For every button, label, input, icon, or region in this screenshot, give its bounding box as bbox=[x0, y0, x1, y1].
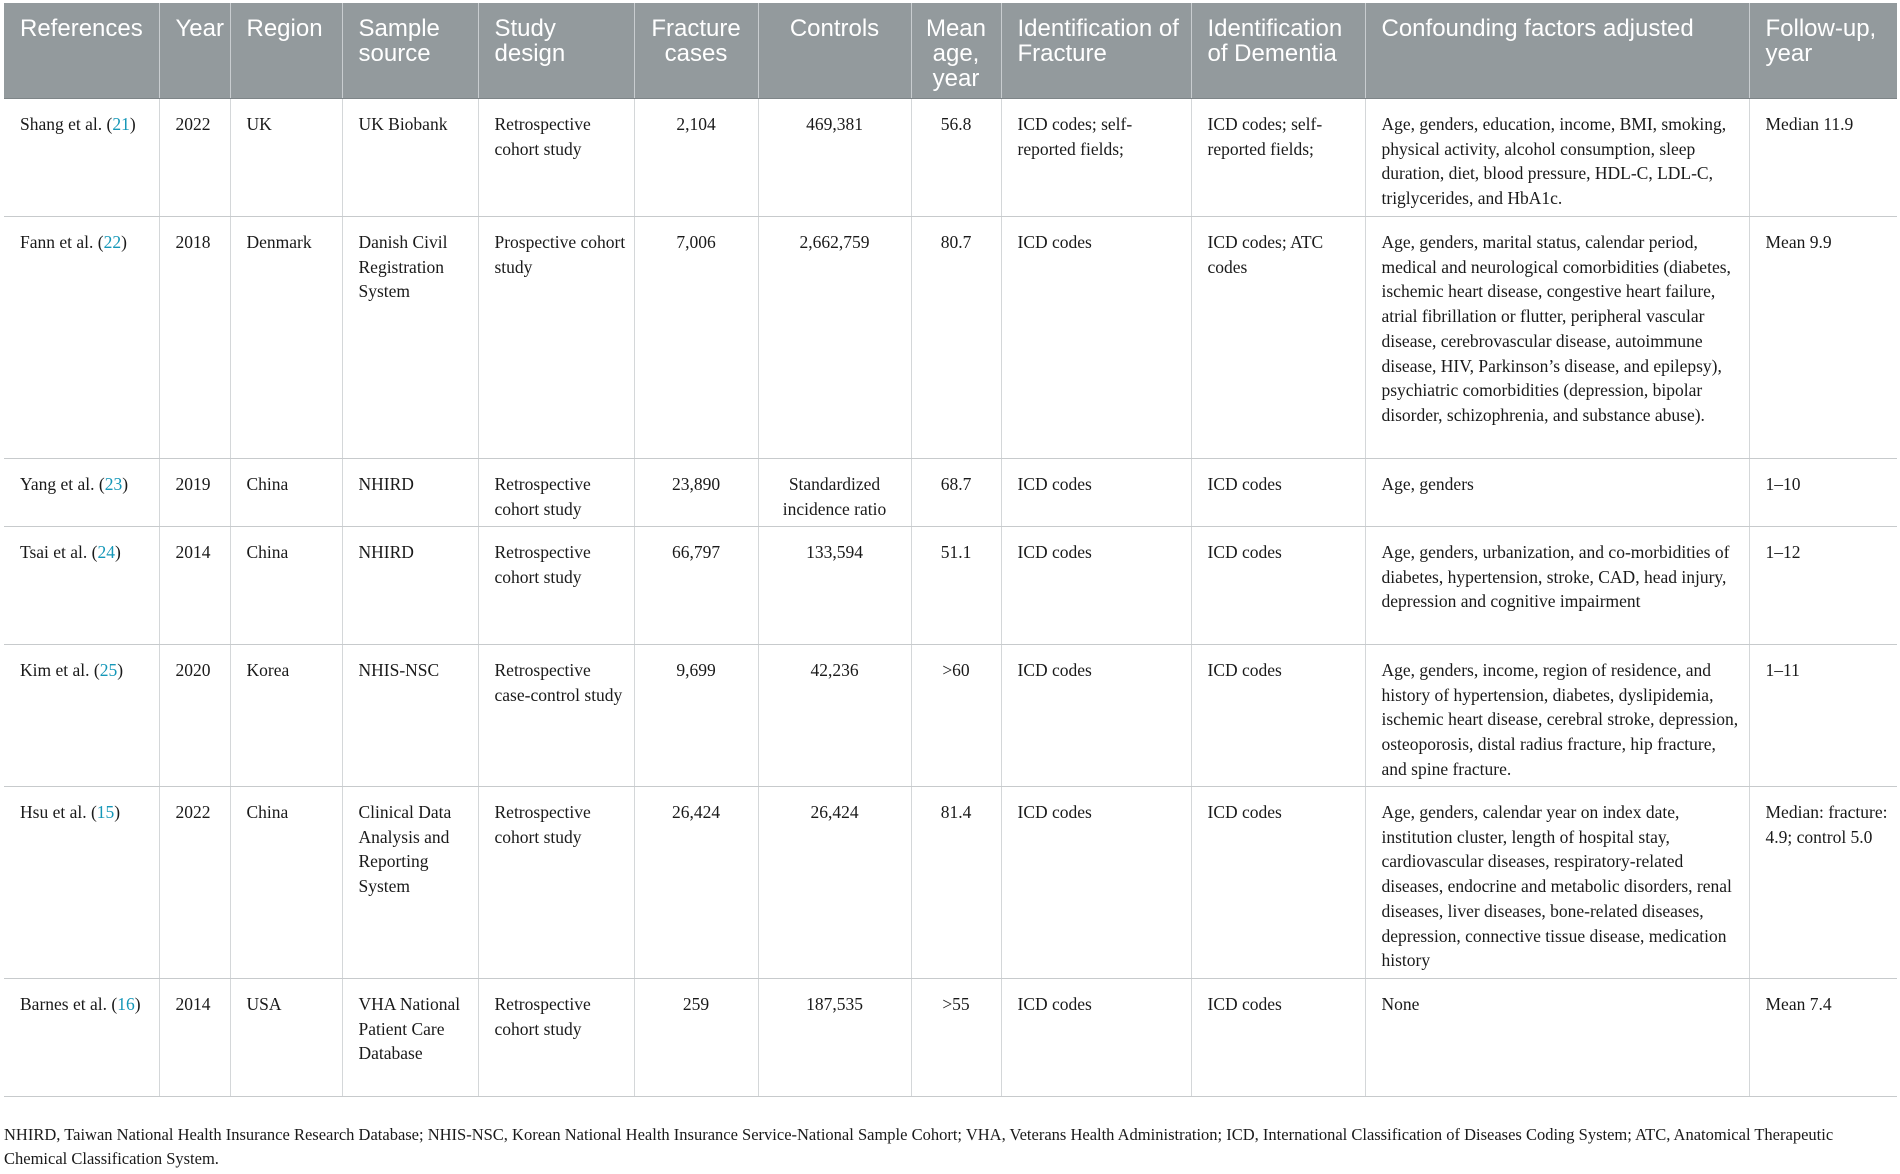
table-row bbox=[4, 217, 1897, 459]
cell-sample-source: UK Biobank bbox=[342, 99, 478, 217]
reference-author: Hsu et al. ( bbox=[20, 802, 97, 822]
table-header-row bbox=[4, 3, 1897, 99]
reference-author: Shang et al. ( bbox=[20, 114, 113, 134]
cell-identification-dementia: ICD codes bbox=[1191, 979, 1365, 1097]
cell-year: 2018 bbox=[159, 217, 230, 459]
reference-link[interactable]: 22 bbox=[103, 232, 122, 252]
reference-link[interactable]: 24 bbox=[97, 542, 115, 562]
header-confounding-factors: Confounding factors adjusted bbox=[1365, 3, 1749, 99]
header-identification-dementia: Identification of Dementia bbox=[1191, 3, 1365, 99]
reference-close: ) bbox=[134, 994, 141, 1014]
cell-study-design: Retrospective cohort study bbox=[478, 99, 634, 217]
cell-identification-fracture: ICD codes bbox=[1001, 645, 1191, 787]
cell-year: 2022 bbox=[159, 787, 230, 979]
cell-study-design: Retrospective cohort study bbox=[478, 527, 634, 645]
header-year: Year bbox=[159, 3, 230, 99]
reference-link[interactable]: 15 bbox=[96, 802, 115, 822]
reference-close: ) bbox=[122, 474, 129, 494]
reference-link[interactable]: 21 bbox=[112, 114, 130, 134]
header-study-design: Study design bbox=[478, 3, 634, 99]
cell-year: 2014 bbox=[159, 979, 230, 1097]
cell-confounding-factors: Age, genders, marital status, calendar period, medical and neurological comorbidities (diabetes, ischemic heart disease, congestive heart failure, atrial fibrillation or flutter, peripheral vascular disease, cerebrovascular disease, autoimmune disease, HIV, Parkinson’s disease, and epilepsy), psychiatric comorbidities (depression, bipolar disorder, schizophrenia, and substance abuse). bbox=[1365, 217, 1749, 459]
cell-identification-fracture: ICD codes bbox=[1001, 787, 1191, 979]
cell-reference bbox=[4, 459, 159, 527]
cell-mean-age: 56.8 bbox=[911, 99, 1001, 217]
cell-year: 2019 bbox=[159, 459, 230, 527]
reference-close: ) bbox=[121, 232, 127, 252]
study-characteristics-table bbox=[4, 3, 1897, 1097]
cell-controls: 42,236 bbox=[758, 645, 911, 787]
cell-study-design: Prospective cohort study bbox=[478, 217, 634, 459]
reference-author: Kim et al. ( bbox=[20, 660, 100, 680]
header-follow-up: Follow-up, year bbox=[1749, 3, 1897, 99]
cell-identification-dementia: ICD codes bbox=[1191, 527, 1365, 645]
reference-close: ) bbox=[114, 802, 121, 822]
table-footnote: NHIRD, Taiwan National Health Insurance Research Database; NHIS-NSC, Korean National Health Insurance Service-National Sample Cohort; VHA, Veterans Health Administration; ICD, International Classification of Diseases Coding System; ATC, Anatomical Therapeutic Chemical Classification System. bbox=[4, 1125, 1834, 1168]
cell-study-design: Retrospective cohort study bbox=[478, 459, 634, 527]
cell-fracture-cases: 259 bbox=[634, 979, 758, 1097]
cell-follow-up: Mean 9.9 bbox=[1749, 217, 1897, 459]
header-region: Region bbox=[230, 3, 342, 99]
cell-confounding-factors: Age, genders bbox=[1365, 459, 1749, 527]
cell-follow-up: 1–10 bbox=[1749, 459, 1897, 527]
cell-reference bbox=[4, 645, 159, 787]
cell-sample-source: NHIRD bbox=[342, 459, 478, 527]
cell-identification-dementia: ICD codes bbox=[1191, 787, 1365, 979]
cell-confounding-factors: None bbox=[1365, 979, 1749, 1097]
cell-confounding-factors: Age, genders, urbanization, and co-morbidities of diabetes, hypertension, stroke, CAD, head injury, depression and cognitive impairment bbox=[1365, 527, 1749, 645]
cell-region: UK bbox=[230, 99, 342, 217]
cell-identification-fracture: ICD codes bbox=[1001, 459, 1191, 527]
cell-follow-up: Median: fracture: 4.9; control 5.0 bbox=[1749, 787, 1897, 979]
cell-region: USA bbox=[230, 979, 342, 1097]
table-row bbox=[4, 979, 1897, 1097]
cell-follow-up: 1–11 bbox=[1749, 645, 1897, 787]
cell-follow-up: Median 11.9 bbox=[1749, 99, 1897, 217]
cell-reference bbox=[4, 527, 159, 645]
cell-identification-fracture: ICD codes; self-reported fields; bbox=[1001, 99, 1191, 217]
table-row bbox=[4, 645, 1897, 787]
header-sample-source: Sample source bbox=[342, 3, 478, 99]
cell-controls: Standardized incidence ratio bbox=[758, 459, 911, 527]
reference-author: Fann et al. ( bbox=[20, 232, 104, 252]
cell-mean-age: 81.4 bbox=[911, 787, 1001, 979]
cell-fracture-cases: 66,797 bbox=[634, 527, 758, 645]
cell-sample-source: Clinical Data Analysis and Reporting System bbox=[342, 787, 478, 979]
reference-close: ) bbox=[115, 542, 121, 562]
cell-region: China bbox=[230, 527, 342, 645]
cell-confounding-factors: Age, genders, income, region of residence, and history of hypertension, diabetes, dyslipidemia, ischemic heart disease, cerebral stroke, depression, osteoporosis, distal radius fracture, hip fracture, and spine fracture. bbox=[1365, 645, 1749, 787]
cell-confounding-factors: Age, genders, calendar year on index date, institution cluster, length of hospital stay, cardiovascular diseases, respiratory-related diseases, endocrine and metabolic disorders, renal diseases, liver diseases, bone-related diseases, depression, connective tissue disease, medication history bbox=[1365, 787, 1749, 979]
cell-fracture-cases: 26,424 bbox=[634, 787, 758, 979]
cell-mean-age: 68.7 bbox=[911, 459, 1001, 527]
table-row bbox=[4, 459, 1897, 527]
cell-identification-dementia: ICD codes; self-reported fields; bbox=[1191, 99, 1365, 217]
cell-controls: 26,424 bbox=[758, 787, 911, 979]
cell-mean-age: >55 bbox=[911, 979, 1001, 1097]
reference-link[interactable]: 25 bbox=[99, 660, 118, 680]
cell-reference bbox=[4, 217, 159, 459]
cell-controls: 469,381 bbox=[758, 99, 911, 217]
cell-mean-age: 51.1 bbox=[911, 527, 1001, 645]
cell-controls: 2,662,759 bbox=[758, 217, 911, 459]
reference-close: ) bbox=[129, 114, 136, 134]
cell-follow-up: Mean 7.4 bbox=[1749, 979, 1897, 1097]
cell-reference bbox=[4, 979, 159, 1097]
reference-link[interactable]: 16 bbox=[117, 994, 135, 1014]
cell-controls: 187,535 bbox=[758, 979, 911, 1097]
cell-fracture-cases: 7,006 bbox=[634, 217, 758, 459]
cell-fracture-cases: 9,699 bbox=[634, 645, 758, 787]
cell-sample-source: NHIS-NSC bbox=[342, 645, 478, 787]
table-row bbox=[4, 527, 1897, 645]
cell-identification-fracture: ICD codes bbox=[1001, 527, 1191, 645]
reference-author: Tsai et al. ( bbox=[20, 542, 98, 562]
cell-year: 2014 bbox=[159, 527, 230, 645]
cell-study-design: Retrospective cohort study bbox=[478, 787, 634, 979]
reference-author: Barnes et al. ( bbox=[20, 994, 118, 1014]
cell-identification-dementia: ICD codes bbox=[1191, 645, 1365, 787]
cell-sample-source: Danish Civil Registration System bbox=[342, 217, 478, 459]
table-row bbox=[4, 99, 1897, 217]
reference-author: Yang et al. ( bbox=[20, 474, 105, 494]
header-controls: Controls bbox=[758, 3, 911, 99]
cell-mean-age: 80.7 bbox=[911, 217, 1001, 459]
cell-reference bbox=[4, 787, 159, 979]
cell-reference bbox=[4, 99, 159, 217]
cell-study-design: Retrospective case-control study bbox=[478, 645, 634, 787]
cell-year: 2022 bbox=[159, 99, 230, 217]
cell-identification-dementia: ICD codes bbox=[1191, 459, 1365, 527]
cell-follow-up: 1–12 bbox=[1749, 527, 1897, 645]
cell-year: 2020 bbox=[159, 645, 230, 787]
header-mean-age: Mean age, year bbox=[911, 3, 1001, 99]
cell-identification-fracture: ICD codes bbox=[1001, 217, 1191, 459]
cell-fracture-cases: 23,890 bbox=[634, 459, 758, 527]
cell-confounding-factors: Age, genders, education, income, BMI, smoking, physical activity, alcohol consumption, sleep duration, diet, blood pressure, HDL-C, LDL-C, triglycerides, and HbA1c. bbox=[1365, 99, 1749, 217]
cell-region: Korea bbox=[230, 645, 342, 787]
header-references: References bbox=[4, 3, 159, 99]
cell-study-design: Retrospective cohort study bbox=[478, 979, 634, 1097]
cell-identification-fracture: ICD codes bbox=[1001, 979, 1191, 1097]
reference-link[interactable]: 23 bbox=[104, 474, 123, 494]
header-fracture-cases: Fracture cases bbox=[634, 3, 758, 99]
cell-sample-source: VHA National Patient Care Database bbox=[342, 979, 478, 1097]
cell-controls: 133,594 bbox=[758, 527, 911, 645]
table-row bbox=[4, 787, 1897, 979]
cell-region: China bbox=[230, 787, 342, 979]
cell-mean-age: >60 bbox=[911, 645, 1001, 787]
cell-identification-dementia: ICD codes; ATC codes bbox=[1191, 217, 1365, 459]
cell-sample-source: NHIRD bbox=[342, 527, 478, 645]
header-identification-fracture: Identification of Fracture bbox=[1001, 3, 1191, 99]
cell-fracture-cases: 2,104 bbox=[634, 99, 758, 217]
cell-region: China bbox=[230, 459, 342, 527]
reference-close: ) bbox=[117, 660, 124, 680]
cell-region: Denmark bbox=[230, 217, 342, 459]
